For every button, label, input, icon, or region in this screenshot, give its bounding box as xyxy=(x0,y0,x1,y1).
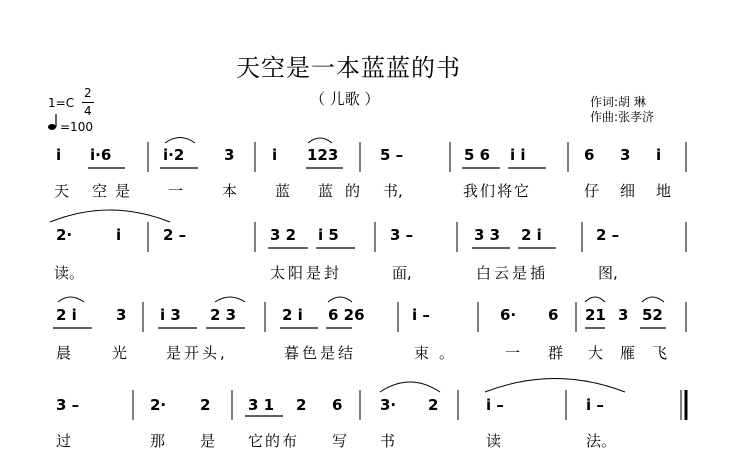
note: 2 xyxy=(428,396,439,414)
lyric: 那 xyxy=(150,432,166,450)
time-signature-bottom: 4 xyxy=(84,104,92,118)
lyric: 空是 xyxy=(92,182,139,200)
note: 21 xyxy=(585,306,606,324)
note: 2 i xyxy=(521,226,542,244)
note: 6 26 xyxy=(328,306,365,324)
lyric: 雁 xyxy=(620,344,636,362)
lyric: 一 xyxy=(505,344,521,362)
note: 3 xyxy=(224,146,235,164)
lyric: 大 xyxy=(588,344,604,362)
note: 3 xyxy=(116,306,127,324)
note: i xyxy=(656,146,662,164)
beams xyxy=(53,168,666,416)
tempo-marking: =100 xyxy=(60,120,93,134)
note: 3 xyxy=(618,306,629,324)
note: 2 i xyxy=(282,306,303,324)
lyric: 飞 xyxy=(652,344,668,362)
note: i xyxy=(116,226,122,244)
note: 5 – xyxy=(380,146,404,164)
lyric: 地 xyxy=(656,182,672,200)
note: 123 xyxy=(307,146,339,164)
lyric: 晨 xyxy=(56,344,72,362)
lyric: 蓝的 xyxy=(318,182,373,200)
key-signature: 1=C xyxy=(48,96,75,110)
lyricist: 作词:胡 琳 xyxy=(590,95,646,109)
note: 2 3 xyxy=(210,306,237,324)
lyric: 天 xyxy=(54,182,70,200)
lyric: 读 xyxy=(486,432,502,450)
note: 6 xyxy=(584,146,595,164)
lyric: 是开头, xyxy=(166,344,228,362)
note: 2 – xyxy=(163,226,187,244)
note: i xyxy=(56,146,62,164)
note: 2 xyxy=(296,396,307,414)
note: 3 – xyxy=(390,226,414,244)
lyric: 书 xyxy=(380,432,396,450)
note: 2· xyxy=(150,396,167,414)
note: 3 3 xyxy=(474,226,501,244)
lyric: 读。 xyxy=(54,264,85,282)
lyric: 仔 xyxy=(584,182,600,200)
note: 3 2 xyxy=(270,226,297,244)
lyric: 群 xyxy=(548,344,564,362)
note: i 5 xyxy=(318,226,339,244)
lyric: 过 xyxy=(56,432,72,450)
song-title: 天空是一本蓝蓝的书 xyxy=(236,54,461,82)
note: 3· xyxy=(380,396,397,414)
note: 3 1 xyxy=(248,396,275,414)
note: 2 – xyxy=(596,226,620,244)
note: 6· xyxy=(500,306,517,324)
lyric: 本 xyxy=(222,182,238,200)
lyric: 蓝 xyxy=(275,182,291,200)
note: i·2 xyxy=(163,146,185,164)
note: 5 6 xyxy=(464,146,491,164)
lyric: 书, xyxy=(383,182,403,200)
note: 3 xyxy=(620,146,631,164)
time-signature-top: 2 xyxy=(84,86,92,100)
lyric: 它的布 xyxy=(248,432,300,450)
note: i – xyxy=(586,396,604,414)
note: 2· xyxy=(56,226,73,244)
song-subtitle: （ 儿歌 ） xyxy=(310,90,380,108)
lyric: 法。 xyxy=(586,432,617,450)
note: i i xyxy=(510,146,526,164)
note: 6 xyxy=(332,396,343,414)
note: 6 xyxy=(548,306,559,324)
note: i – xyxy=(486,396,504,414)
lyric: 一 xyxy=(168,182,184,200)
slurs xyxy=(50,138,664,393)
lyric: 我们将它 xyxy=(463,182,532,200)
note: i – xyxy=(412,306,430,324)
lyric: 面, xyxy=(392,264,412,282)
lyric: 写 xyxy=(332,432,348,450)
lyric: 是 xyxy=(200,432,216,450)
note: i 3 xyxy=(160,306,181,324)
lyric: 白云是插 xyxy=(476,264,549,282)
lyric: 图, xyxy=(598,264,618,282)
lyric: 太阳是封 xyxy=(270,264,343,282)
note: 2 xyxy=(200,396,211,414)
lyric: 细 xyxy=(620,182,636,200)
lyric: 光 xyxy=(112,344,128,362)
note: 2 i xyxy=(56,306,77,324)
note: 52 xyxy=(642,306,663,324)
note: i xyxy=(272,146,278,164)
lyric: 暮色是结 xyxy=(284,344,357,362)
lyric: 束。 xyxy=(414,344,465,362)
note: i·6 xyxy=(90,146,112,164)
note: 3 – xyxy=(56,396,80,414)
composer: 作曲:张孝济 xyxy=(590,110,655,124)
